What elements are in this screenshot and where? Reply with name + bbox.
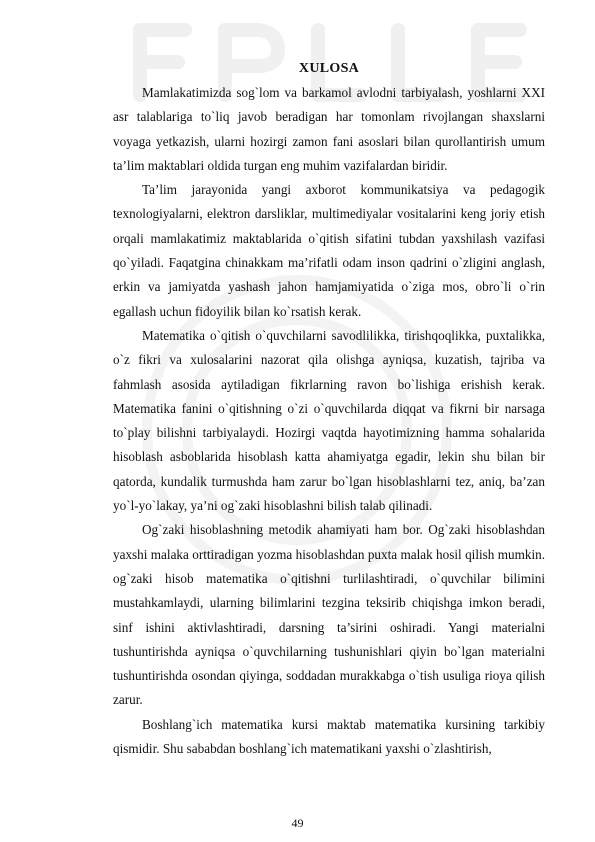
page-number: 49 (291, 816, 304, 830)
paragraph-1: Mamlakatimizda sog`lom va barkamol avlodni tarbiyalash, yoshlarni XXI asr talablariga to`liq javob beradigan har tomonlam rivojlangan shaxslarni voyaga yetkazish, ularni hozirgi zamon fani asoslari bilan qurollantirish umum ta’lim maktablari oldida turgan eng muhim vazifalardan biridir. (113, 85, 545, 173)
paragraph-3: Matematika o`qitish o`quvchilarni savodlilikka, tirishqoqlikka, puxtalikka, o`z fikri va xulosalarini nazorat qila olishga ayniqsa, kuzatish, tajriba va fahmlash asosida aytiladigan fikrlarning ravon bo`lishiga erishish kerak. Matematika fanini o`qitishning o`zi o`quvchilarda diqqat va fikrni bir narsaga to`play bilishni tarbiyalaydi. Hozirgi vaqtda hayotimizning hamma sohalarida hisoblash asboblarida hisoblash katta ahamiyatga egadir, lekin shu bilan bir qatorda, kundalik turmushda ham zarur bo`lgan hisoblashlarni tez, aniq, ba’zan yo`l-yo`lakay, ya’ni og`zaki hisoblashni bilish talab qilinadi. (113, 327, 545, 514)
document-title: XULOSA (298, 61, 360, 76)
paragraph-4: Og`zaki hisoblashning metodik ahamiyati ham bor. Og`zaki hisoblashdan yaxshi malaka orttiradigan yozma hisoblashdan puxta malak hosil qilish mumkin. og`zaki hisob matematika o`qitishni turlilashtiradi, o`quvchilar bilimini mustahkamlaydi, ularning bilimlarini tezgina teksirib chiqishga imkon beradi, sinf ishini aktivlashtiradi, darsning ta’sirini oshiradi. Yangi materialni tushuntirishda ayniqsa o`quvchilarning tushunishlari qiyin bo`lgan materialni tushuntirishda osondan qiyinga, soddadan murakkabga o`tish usuliga rioya qilish zarur. (113, 522, 545, 708)
paragraph-2: Ta’lim jarayonida yangi axborot kommunikatsiya va pedagogik texnologiyalarni, elektron darsliklar, multimediyalar vositalarini keng joriy etish orqali mamlakatimiz maktablarida o`qitish sifatini tubdan yaxshilash vazifasi qo`yiladi. Faqatgina chinakkam ma’rifatli odam inson qadrini o`zligini anglash, erkin va jamiyatda yashash jahon hamjamiyatida o`ziga mos, obro`li o`rin egallash uchun fidoyilik bilan ko`rsatish kerak. (113, 182, 545, 319)
paragraph-5: Boshlang`ich matematika kursi maktab matematika kursining tarkibiy qismidir. Shu sababdan boshlang`ich matematikani yaxshi o`zlashtirish, (113, 716, 545, 757)
document-page (113, 57, 545, 761)
